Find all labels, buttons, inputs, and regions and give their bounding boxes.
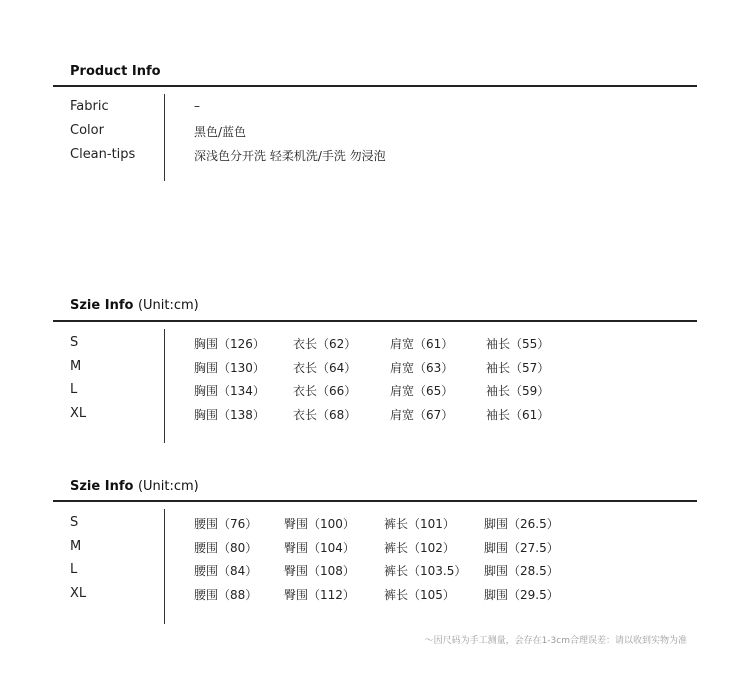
hip-value: 臀围（112） <box>284 588 355 602</box>
sleeve-value: 袖长（57） <box>486 361 550 375</box>
size-label: L <box>70 382 78 397</box>
bottom-size-divider <box>53 500 697 502</box>
product-info-row-fabric <box>53 99 697 119</box>
size-label: S <box>70 335 79 350</box>
clean-tips-label: Clean-tips <box>70 147 136 162</box>
color-label: Color <box>70 123 104 138</box>
waist-value: 腰围（76） <box>194 517 258 531</box>
top-size-info-title <box>70 298 199 313</box>
length-value: 衣长（64） <box>293 361 357 375</box>
pants-length-value: 裤长（102） <box>384 541 455 555</box>
length-value: 衣长（62） <box>293 337 357 351</box>
product-info-row-clean-tips <box>53 147 697 167</box>
length-value: 衣长（68） <box>293 408 357 422</box>
sleeve-value: 袖长（59） <box>486 384 550 398</box>
shoulder-value: 肩宽（65） <box>390 384 454 398</box>
shoulder-value: 肩宽（61） <box>390 337 454 351</box>
fabric-label: Fabric <box>70 99 109 114</box>
waist-value: 腰围（80） <box>194 541 258 555</box>
product-info-row-color <box>53 123 697 143</box>
sleeve-value: 袖长（55） <box>486 337 550 351</box>
top-size-divider <box>53 320 697 322</box>
chest-value: 胸围（130） <box>194 361 265 375</box>
sleeve-value: 袖长（61） <box>486 408 550 422</box>
top-size-row-m <box>53 359 697 379</box>
leg-opening-value: 脚围（27.5） <box>484 541 559 555</box>
top-size-row-l <box>53 382 697 402</box>
pants-length-value: 裤长（101） <box>384 517 455 531</box>
chest-value: 胸围（138） <box>194 408 265 422</box>
bottom-size-info-section <box>53 473 697 633</box>
hip-value: 臀围（108） <box>284 564 355 578</box>
bottom-size-info-heading: Szie Info <box>70 479 134 494</box>
size-label: L <box>70 562 78 577</box>
pants-length-value: 裤长（105） <box>384 588 455 602</box>
bottom-size-unit: (Unit:cm) <box>137 479 199 494</box>
leg-opening-value: 脚围（28.5） <box>484 564 559 578</box>
color-value: 黑色/蓝色 <box>194 125 247 139</box>
chest-value: 胸围（126） <box>194 337 265 351</box>
size-label: S <box>70 515 79 530</box>
shoulder-value: 肩宽（63） <box>390 361 454 375</box>
hip-value: 臀围（104） <box>284 541 355 555</box>
leg-opening-value: 脚围（29.5） <box>484 588 559 602</box>
bottom-size-row-l <box>53 562 697 582</box>
hip-value: 臀围（100） <box>284 517 355 531</box>
waist-value: 腰围（88） <box>194 588 258 602</box>
product-info-divider <box>53 85 697 87</box>
top-size-row-xl <box>53 406 697 426</box>
clean-tips-value: 深浅色分开洗 轻柔机洗/手洗 勿浸泡 <box>194 149 386 163</box>
bottom-size-row-s <box>53 515 697 535</box>
waist-value: 腰围（84） <box>194 564 258 578</box>
product-info-section <box>53 60 697 190</box>
size-label: M <box>70 359 82 374</box>
leg-opening-value: 脚围（26.5） <box>484 517 559 531</box>
chest-value: 胸围（134） <box>194 384 265 398</box>
shoulder-value: 肩宽（67） <box>390 408 454 422</box>
top-size-unit: (Unit:cm) <box>137 298 199 313</box>
top-size-info-heading: Szie Info <box>70 298 134 313</box>
bottom-size-row-xl <box>53 586 697 606</box>
bottom-size-row-m <box>53 539 697 559</box>
size-label: M <box>70 539 82 554</box>
measurement-footnote: ～因尺码为手工测量，会存在1-3cm合理误差：请以收到实物为准 <box>424 636 687 646</box>
top-size-row-s <box>53 335 697 355</box>
bottom-size-info-title <box>70 479 199 494</box>
size-label: XL <box>70 586 87 601</box>
length-value: 衣长（66） <box>293 384 357 398</box>
fabric-value: – <box>194 99 200 113</box>
top-size-info-section <box>53 293 697 453</box>
product-info-title: Product Info <box>70 64 161 79</box>
pants-length-value: 裤长（103.5） <box>384 564 467 578</box>
size-label: XL <box>70 406 87 421</box>
